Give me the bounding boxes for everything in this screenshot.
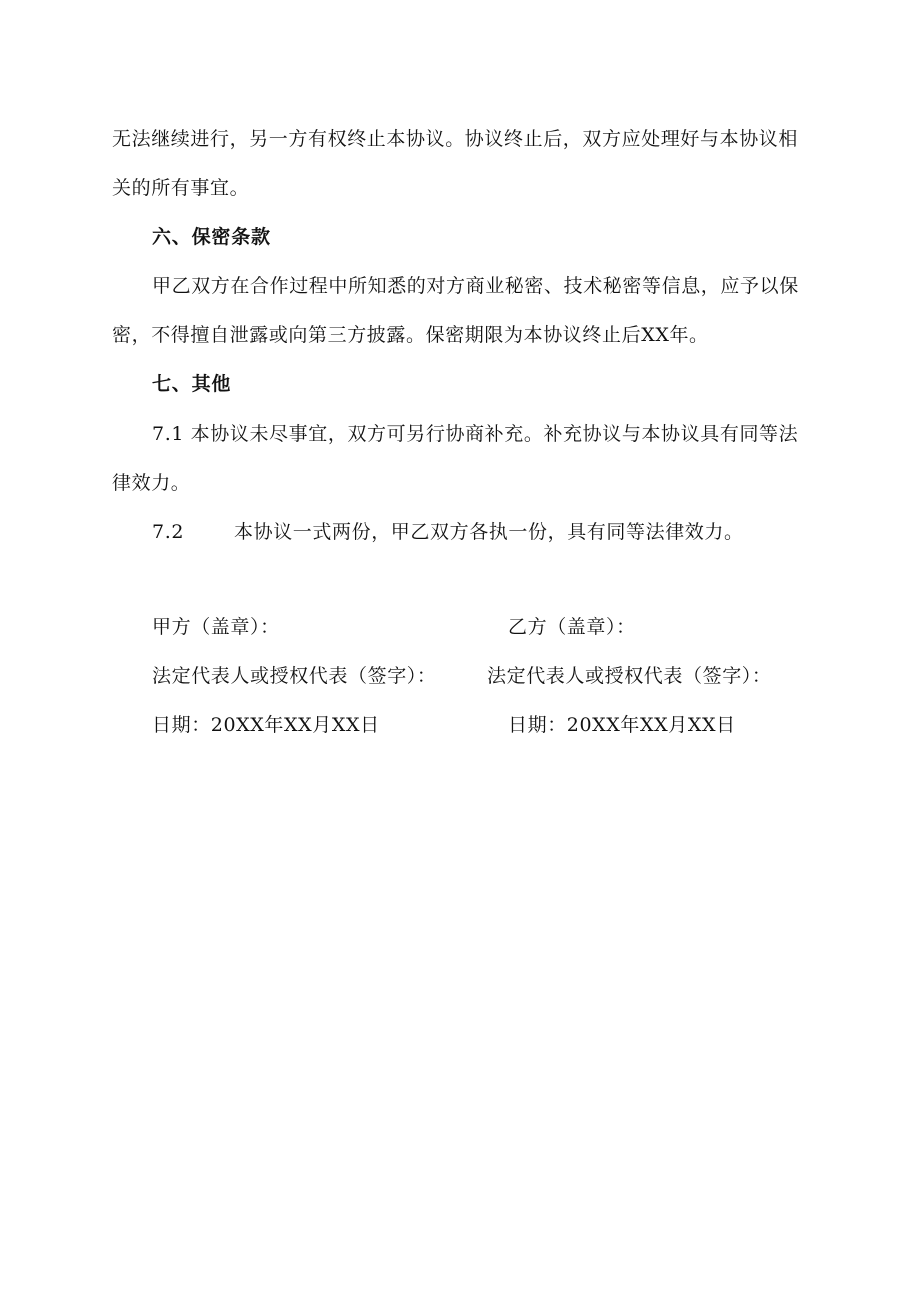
- clause-7-2-text: 本协议一式两份，甲乙双方各执一份，具有同等法律效力。: [234, 521, 744, 543]
- party-b-date-label: 日期：20XX年XX月XX日: [508, 714, 736, 736]
- party-b-representative-label: 法定代表人或授权代表（签字）：: [487, 665, 772, 687]
- paragraph-line: 甲乙双方在合作过程中所知悉的对方商业秘密、技术秘密等信息，应予以保: [152, 275, 799, 297]
- party-a-representative-label: 法定代表人或授权代表（签字）：: [152, 665, 437, 687]
- paragraph-line: 密，不得擅自泄露或向第三方披露。保密期限为本协议终止后XX年。: [112, 324, 709, 346]
- party-b-seal-label: 乙方（盖章）：: [508, 616, 636, 638]
- clause-7-2-number: 7.2: [152, 521, 185, 543]
- party-a-date-label: 日期：20XX年XX月XX日: [152, 714, 380, 736]
- paragraph-line: 关的所有事宜。: [112, 177, 250, 199]
- party-a-seal-label: 甲方（盖章）：: [152, 616, 280, 638]
- clause-7-1-line: 7.1 本协议未尽事宜，双方可另行协商补充。补充协议与本协议具有同等法: [152, 423, 799, 445]
- paragraph-line: 无法继续进行，另一方有权终止本协议。协议终止后，双方应处理好与本协议相: [112, 128, 799, 150]
- section-heading-confidentiality: 六、保密条款: [152, 226, 271, 248]
- clause-7-1-line: 律效力。: [112, 472, 191, 494]
- section-heading-other: 七、其他: [152, 373, 232, 395]
